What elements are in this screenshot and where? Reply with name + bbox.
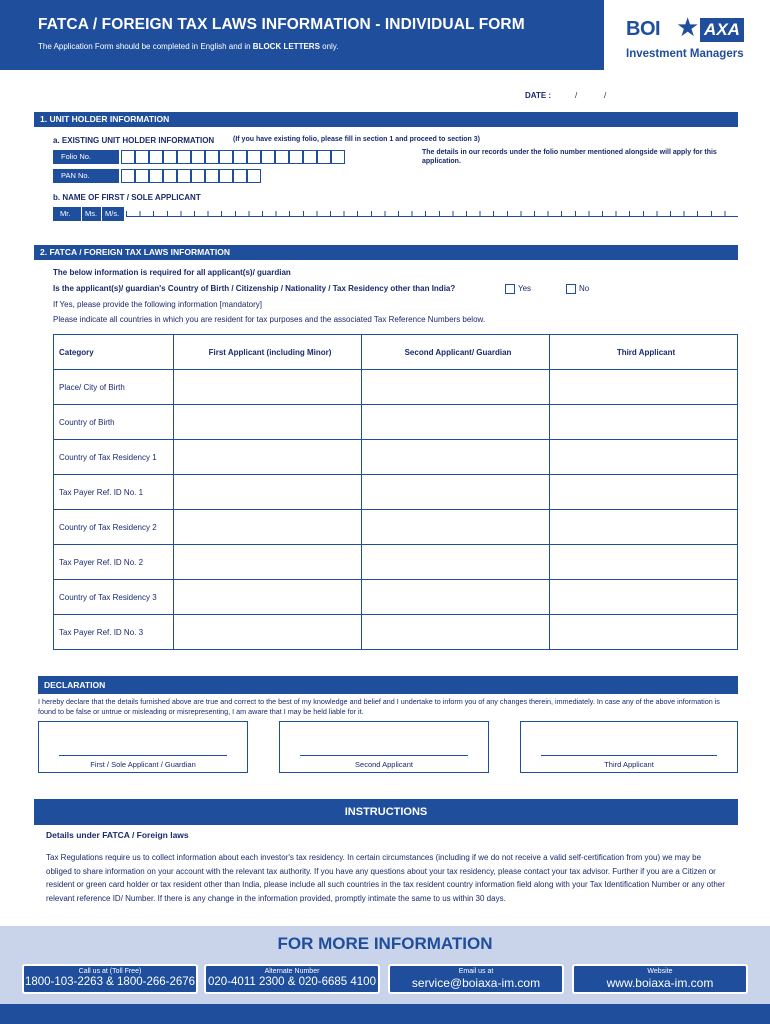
- signature-box-second[interactable]: [279, 721, 489, 773]
- row-label: Place/ City of Birth: [54, 370, 174, 405]
- email-box[interactable]: [388, 964, 564, 994]
- table-row: [54, 615, 738, 650]
- date-label: DATE :: [525, 91, 552, 100]
- table-row: [54, 510, 738, 545]
- signature-line: [59, 755, 227, 756]
- website-box[interactable]: [572, 964, 748, 994]
- instructions-title: INSTRUCTIONS: [34, 799, 738, 825]
- tax-residency-question: Is the applicant(s)/ guardian's Country of Birth / Citizenship / Nationality / Tax Residency other than India?: [53, 284, 456, 293]
- signature-label: Third Applicant: [604, 760, 654, 769]
- table-cell-input[interactable]: [362, 475, 550, 510]
- title-ms[interactable]: Ms.: [82, 207, 101, 221]
- table-cell-input[interactable]: [362, 580, 550, 615]
- website-label: Website: [647, 968, 673, 975]
- table-row: [54, 370, 738, 405]
- table-row: [54, 475, 738, 510]
- table-cell-input[interactable]: [550, 510, 738, 545]
- alternate-number-box: [204, 964, 380, 994]
- email-label: Email us at: [458, 968, 494, 975]
- row-label: Country of Tax Residency 3: [54, 580, 174, 615]
- logo-subtitle: Investment Managers: [626, 48, 744, 60]
- applicant-name-input[interactable]: [126, 207, 738, 217]
- pan-label: PAN No.: [53, 169, 119, 183]
- table-cell-input[interactable]: [174, 545, 362, 580]
- column-header: Third Applicant: [550, 335, 738, 370]
- row-label: Country of Tax Residency 1: [54, 440, 174, 475]
- countries-instruction: Please indicate all countries in which you are resident for tax purposes and the associated Tax Reference Numbers below.: [53, 315, 486, 324]
- alternate-number-label: Alternate Number: [264, 968, 320, 975]
- website-link[interactable]: www.boiaxa-im.com: [606, 976, 714, 990]
- no-label: No: [579, 284, 590, 293]
- table-cell-input[interactable]: [550, 580, 738, 615]
- logo-axa-text: AXA: [700, 18, 744, 42]
- table-cell-input[interactable]: [174, 510, 362, 545]
- email-link[interactable]: service@boiaxa-im.com: [411, 976, 541, 990]
- title-ms-company[interactable]: M/s.: [102, 207, 124, 221]
- table-row: [54, 405, 738, 440]
- row-label: Tax Payer Ref. ID No. 2: [54, 545, 174, 580]
- toll-free-number: 1800-103-2263 & 1800-266-2676: [24, 976, 196, 988]
- table-cell-input[interactable]: [362, 440, 550, 475]
- row-label: Tax Payer Ref. ID No. 3: [54, 615, 174, 650]
- column-header: Second Applicant/ Guardian: [362, 335, 550, 370]
- table-cell-input[interactable]: [174, 580, 362, 615]
- form-subtitle: The Application Form should be completed in English and in BLOCK LETTERS only.: [38, 42, 339, 51]
- table-cell-input[interactable]: [550, 405, 738, 440]
- row-label: Tax Payer Ref. ID No. 1: [54, 475, 174, 510]
- table-cell-input[interactable]: [174, 405, 362, 440]
- table-cell-input[interactable]: [362, 405, 550, 440]
- table-row: [54, 545, 738, 580]
- yes-checkbox[interactable]: [505, 284, 515, 294]
- footer-strip: [0, 1004, 770, 1024]
- table-cell-input[interactable]: [174, 475, 362, 510]
- table-cell-input[interactable]: [550, 370, 738, 405]
- signature-box-first[interactable]: [38, 721, 248, 773]
- boi-axa-logo: [624, 8, 748, 64]
- toll-free-label: Call us at (Toll Free): [78, 968, 142, 975]
- title-mr[interactable]: Mr.: [53, 207, 81, 221]
- column-header: Category: [54, 335, 174, 370]
- form-title: FATCA / FOREIGN TAX LAWS INFORMATION - INDIVIDUAL FORM: [38, 16, 525, 33]
- declaration-text: I hereby declare that the details furnished above are true and correct to the best of my knowledge and belief and I undertake to inform you of any changes therein, immediately. In case any of the above information is found to be false or untrue or misleading or misrepresenting, I am aware that I may be held liable for it.: [38, 697, 720, 716]
- table-cell-input[interactable]: [362, 545, 550, 580]
- no-checkbox[interactable]: [566, 284, 576, 294]
- form-header: [0, 0, 604, 70]
- date-separator: /: [604, 91, 607, 100]
- date-separator: /: [575, 91, 578, 100]
- existing-holder-note: (If you have existing folio, please fill in section 1 and proceed to section 3): [233, 136, 480, 143]
- table-cell-input[interactable]: [362, 510, 550, 545]
- signature-line: [541, 755, 717, 756]
- section-2-intro: The below information is required for all applicant(s)/ guardian: [53, 268, 291, 277]
- folio-label: Folio No.: [53, 150, 119, 164]
- yes-label: Yes: [518, 284, 532, 293]
- signature-box-third[interactable]: [520, 721, 738, 773]
- table-cell-input[interactable]: [550, 615, 738, 650]
- table-cell-input[interactable]: [550, 545, 738, 580]
- column-header: First Applicant (including Minor): [174, 335, 362, 370]
- instructions-text: Tax Regulations require us to collect information about each investor's tax residency. In certain circumstances (including if we do not receive a valid self-certification from you) we may be obliged to share information on your account with the relevant tax authority. If you have any questions about your tax residency, please contact your tax advisor. Further if you are a Citizen or resident or green card holder or tax resident other than India, please include all such countries in the tax resident country information field along with your Tax Identification Number or any other relevant reference ID/ Number. If there is any change in the information provided, promptly intimate the same to us within 30 days.: [46, 853, 725, 903]
- section-1-title: 1. UNIT HOLDER INFORMATION: [34, 112, 738, 127]
- signature-label: First / Sole Applicant / Guardian: [90, 760, 196, 769]
- declaration-title: DECLARATION: [38, 676, 738, 694]
- table-cell-input[interactable]: [550, 475, 738, 510]
- row-label: Country of Birth: [54, 405, 174, 440]
- table-cell-input[interactable]: [550, 440, 738, 475]
- section-2-title: 2. FATCA / FOREIGN TAX LAWS INFORMATION: [34, 245, 738, 260]
- table-cell-input[interactable]: [362, 370, 550, 405]
- row-label: Country of Tax Residency 2: [54, 510, 174, 545]
- alternate-number: 020-4011 2300 & 020-6685 4100: [208, 976, 376, 988]
- logo-boi-text: BOI: [626, 18, 661, 40]
- tax-residency-table: [53, 334, 738, 650]
- pan-input[interactable]: [121, 169, 261, 183]
- mandatory-note: If Yes, please provide the following information [mandatory]: [53, 300, 263, 309]
- applicant-name-label: b. NAME OF FIRST / SOLE APPLICANT: [53, 193, 201, 202]
- signature-line: [300, 755, 468, 756]
- table-cell-input[interactable]: [174, 615, 362, 650]
- table-cell-input[interactable]: [174, 440, 362, 475]
- records-note: The details in our records under the folio number mentioned alongside will apply for this application.: [422, 149, 717, 165]
- table-row: [54, 580, 738, 615]
- instructions-heading: Details under FATCA / Foreign laws: [46, 830, 189, 840]
- table-cell-input[interactable]: [174, 370, 362, 405]
- folio-input[interactable]: [121, 150, 345, 164]
- existing-holder-label: a. EXISTING UNIT HOLDER INFORMATION: [53, 136, 215, 145]
- table-row: [54, 440, 738, 475]
- table-header-row: [54, 335, 738, 370]
- toll-free-box: [22, 964, 198, 994]
- footer-title: FOR MORE INFORMATION: [277, 934, 493, 953]
- star-icon: ★: [676, 12, 700, 42]
- table-cell-input[interactable]: [362, 615, 550, 650]
- signature-label: Second Applicant: [355, 760, 413, 769]
